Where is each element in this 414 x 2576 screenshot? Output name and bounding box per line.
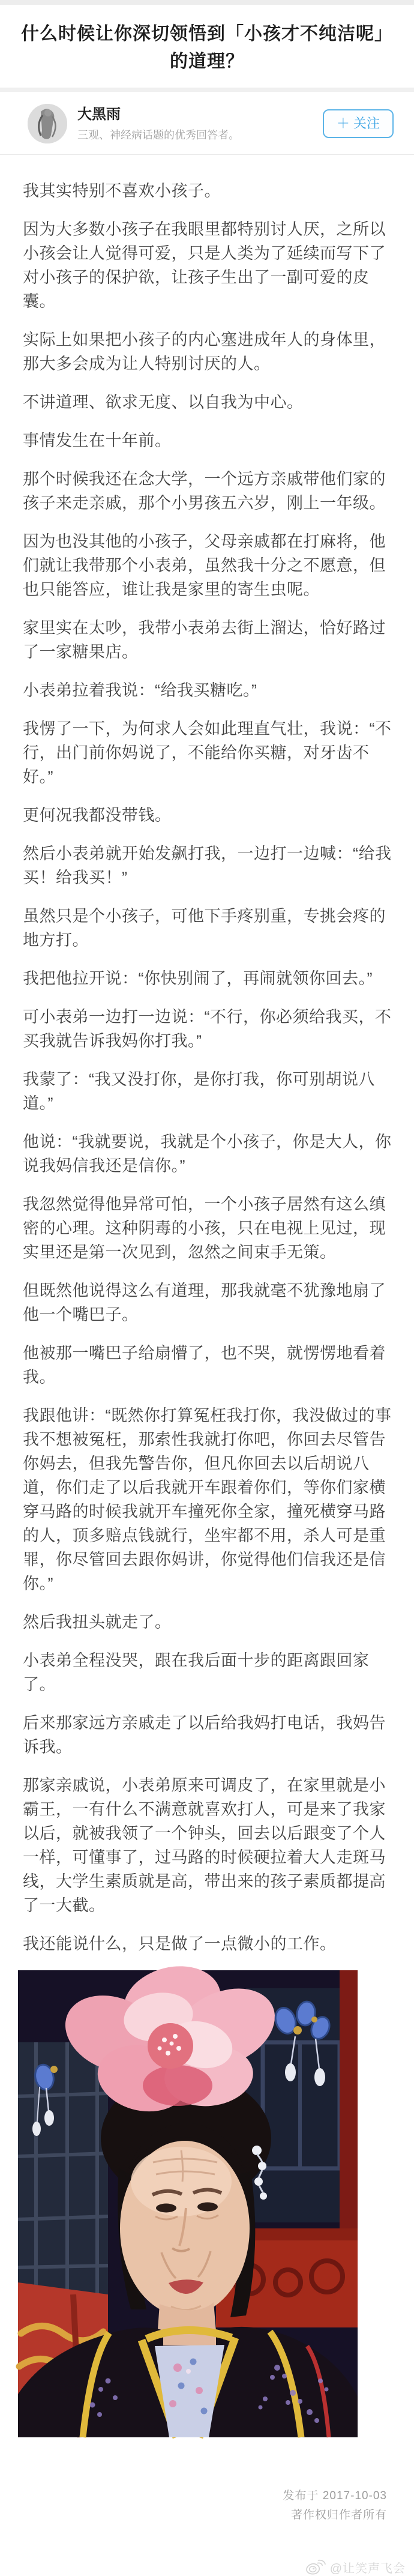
post-footer [23, 2487, 392, 2525]
author-meta [77, 106, 239, 142]
answer-paragraph: 实际上如果把小孩子的内心塞进成年人的身体里，那大多会成为让人特别讨厌的人。 [23, 331, 386, 373]
answer-paragraph: 小表弟全程没哭，跟在我后面十步的距离跟回家了。 [23, 1651, 370, 1694]
answer-paragraph: 他说：“我就要说，我就是个小孩子，你是大人，你说我妈信我还是信你。” [23, 1133, 392, 1175]
section-divider [0, 88, 414, 92]
answer-paragraph: 然后小表弟就开始发飙打我，一边打一边喊：“给我买！给我买！” [23, 845, 392, 887]
answer-paragraph: 他被那一嘴巴子给扇懵了，也不哭，就愣愣地看着我。 [23, 1344, 386, 1386]
top-strip [0, 0, 414, 5]
answer-content [0, 155, 414, 2576]
answer-paragraph: 我还能说什么，只是做了一点微小的工作。 [23, 1935, 337, 1953]
watermark [23, 2559, 406, 2576]
answer-paragraph: 可小表弟一边打一边说：“不行，你必须给我买，不买我就告诉我妈你打我。” [23, 1008, 392, 1050]
answer-paragraph: 不讲道理、欲求无度、以自我为中心。 [23, 393, 304, 411]
answer-paragraph: 更何况我都没带钱。 [23, 806, 172, 824]
author-bio: 三观、神经病话题的优秀回答者。 [77, 128, 239, 141]
answer-paragraph: 我愣了一下，为何求人会如此理直气壮，我说：“不行，出门前你妈说了，不能给你买糖，对牙齿不好。” [23, 720, 392, 786]
answer-paragraph: 我跟他讲：“既然你打算冤枉我打你，我没做过的事我不想被冤枉，那索性我就打你吧，你回去尽管告你妈去，但我先警告你，但凡你回去以后胡说八道，你们走了以后我就开车跟着你们，等你们家横穿马路的时候我就开车撞死你全家，撞死横穿马路的人，顶多赔点钱就行，坐牢都不用，杀人可是重罪，你尽管回去跟你妈讲，你觉得他们信我还是信你。” [23, 1407, 392, 1593]
publish-date: 发布于 2017-10-03 [283, 2490, 387, 2502]
answer-paragraph: 我其实特别不喜欢小孩子。 [23, 182, 221, 200]
paragraph-list [23, 179, 392, 1956]
answer-paragraph: 事情发生在十年前。 [23, 432, 172, 450]
weibo-icon [305, 2559, 326, 2575]
answer-paragraph: 然后我扭头就走了。 [23, 1613, 172, 1631]
answer-paragraph: 那个时候我还在念大学，一个远方亲戚带他们家的孩子来走亲戚，那个小男孩五六岁，刚上一年级。 [23, 470, 386, 512]
question-title: 什么时候让你深切领悟到「小孩才不纯洁呢」的道理？ [21, 24, 393, 71]
answer-paragraph: 我忽然觉得他异常可怕，一个小孩子居然有这么缜密的心理。这种阴毒的小孩，只在电视上见过，现实里还是第一次见到，忽然之间束手无策。 [23, 1195, 386, 1261]
watermark-text: @让笑声飞会 [329, 2562, 406, 2575]
answer-paragraph: 虽然只是个小孩子，可他下手疼别重，专挑会疼的地方打。 [23, 907, 386, 949]
avatar-photo-placeholder [28, 104, 67, 143]
answer-paragraph: 但既然他说得这么有道理，那我就毫不犹豫地扇了他一个嘴巴子。 [23, 1282, 386, 1324]
answer-paragraph: 后来那家远方亲戚走了以后给我妈打电话，我妈告诉我。 [23, 1714, 386, 1756]
answer-paragraph: 家里实在太吵，我带小表弟去街上溜达，恰好路过了一家糖果店。 [23, 619, 386, 661]
copyright-note: 著作权归作者所有 [290, 2509, 387, 2521]
answer-paragraph: 我把他拉开说：“你快别闹了，再闹就领你回去。” [23, 970, 373, 988]
author-row [0, 92, 414, 155]
answer-paragraph: 小表弟拉着我说：“给我买糖吃。” [23, 681, 257, 699]
costume-drama-still [18, 1970, 358, 2437]
author-name[interactable]: 大黑雨 [77, 106, 121, 122]
answer-paragraph: 因为也没其他的小孩子，父母亲戚都在打麻将，他们就让我带那个小表弟，虽然我十分之不愿意，但也只能答应，谁让我是家里的寄生虫呢。 [23, 532, 386, 599]
author-avatar[interactable] [28, 104, 67, 143]
answer-photo[interactable] [18, 1970, 358, 2437]
answer-paragraph: 那家亲戚说，小表弟原来可调皮了，在家里就是小霸王，一有什么不满意就喜欢打人，可是来了我家以后，就被我领了一个钟头，回去以后跟变了个人一样，可懂事了，过马路的时候硬拉着大人走斑马线，大学生素质就是高，带出来的孩子素质都提高了一大截。 [23, 1776, 386, 1914]
answer-paragraph: 因为大多数小孩子在我眼里都特别讨人厌，之所以小孩会让人觉得可爱，只是人类为了延续而写下了对小孩子的保护欲，让孩子生出了一副可爱的皮囊。 [23, 220, 386, 310]
answer-paragraph: 我蒙了：“我又没打你，是你打我，你可别胡说八道。” [23, 1070, 375, 1112]
follow-button[interactable]: ＋ 关注 [323, 109, 394, 138]
